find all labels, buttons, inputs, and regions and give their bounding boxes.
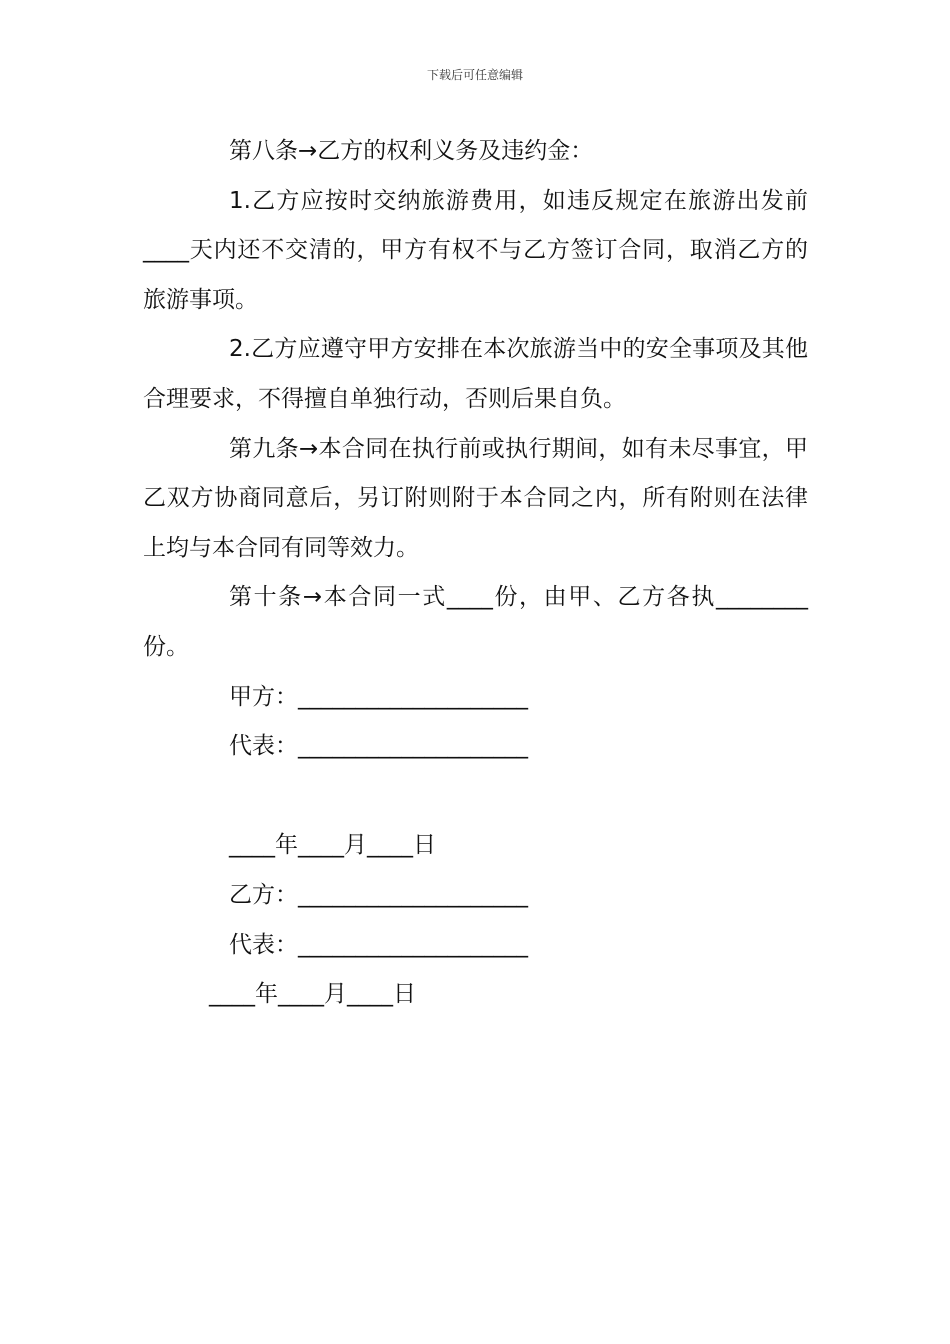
party-b-representative: 代表：____________________ (229, 931, 528, 958)
article-10: 第十条→本合同一式____份，由甲、乙方各执________份。 (143, 584, 808, 660)
party-b-date: ____年____月____日 (209, 981, 416, 1008)
party-a-date: ____年____月____日 (229, 832, 436, 859)
party-a-representative: 代表：____________________ (229, 733, 528, 760)
article-8-title: 第八条→乙方的权利义务及违约金： (229, 138, 594, 164)
party-a-signature: 甲方：____________________ (229, 683, 528, 710)
header-note: 下载后可任意编辑 (426, 68, 523, 82)
article-8-item-1: 1.乙方应按时交纳旅游费用，如违反规定在旅游出发前____天内还不交清的，甲方有权不与乙方签订合同，取消乙方的旅游事项。 (143, 187, 808, 313)
article-9: 第九条→本合同在执行前或执行期间，如有未尽事宜，甲乙双方协商同意后，另订附则附于本合同之内，所有附则在法律上均与本合同有同等效力。 (143, 435, 808, 561)
article-8-item-2: 2.乙方应遵守甲方安排在本次旅游当中的安全事项及其他合理要求，不得擅自单独行动，否则后果自负。 (143, 336, 808, 412)
spacer (143, 772, 808, 822)
party-b-signature: 乙方：____________________ (229, 881, 528, 908)
contract-body (143, 127, 808, 1020)
